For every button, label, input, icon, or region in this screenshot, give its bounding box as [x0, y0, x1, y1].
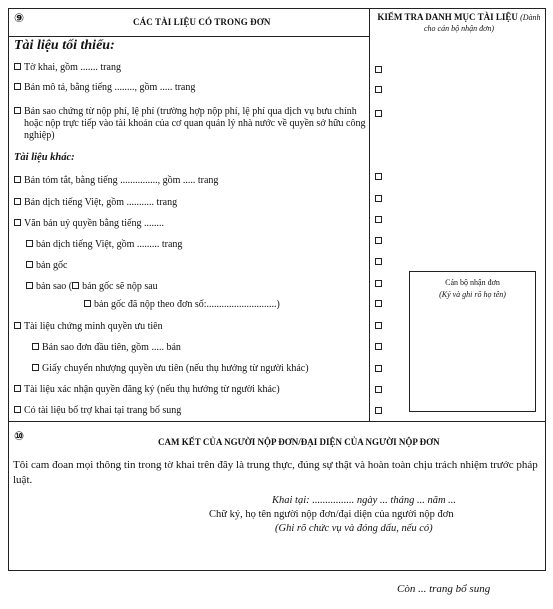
verify-checkbox[interactable] [375, 216, 382, 223]
list-item [14, 405, 181, 417]
list-item [14, 82, 195, 94]
item-label: bản gốc đã nộp theo đơn số:............................) [94, 299, 280, 310]
section-9-number: ⑨ [14, 11, 25, 25]
verify-checkbox[interactable] [375, 322, 382, 329]
verify-checkbox[interactable] [375, 407, 382, 414]
list-item [14, 321, 163, 333]
checkbox[interactable] [84, 300, 91, 307]
checkbox[interactable] [32, 364, 39, 371]
item-label: bản gốc sẽ nộp sau [82, 281, 158, 292]
commitment-statement: Tôi cam đoan mọi thông tin trong tờ khai trên đây là trung thực, đúng sự thật và hoàn toàn chịu trách nhiệm trước pháp luật. [13, 459, 538, 486]
checkbox[interactable] [26, 261, 33, 268]
checkbox[interactable] [14, 406, 21, 413]
verify-checkbox[interactable] [375, 86, 382, 93]
list-item [84, 299, 280, 311]
signature-note: (Ghi rõ chức vụ và đóng dấu, nếu có) [275, 523, 433, 534]
list-item [32, 363, 309, 375]
checkbox[interactable] [32, 343, 39, 350]
checkbox[interactable] [14, 198, 21, 205]
verify-checkbox[interactable] [375, 173, 382, 180]
list-item [14, 218, 164, 230]
verify-checkbox[interactable] [375, 195, 382, 202]
list-item [26, 260, 67, 272]
item-label: Tài liệu chứng minh quyền ưu tiên [24, 321, 163, 332]
item-label: Bản tóm tắt, bằng tiếng ..............., gồm ..... trang [24, 175, 219, 186]
item-label: Có tài liệu bổ trợ khai tại trang bổ sung [24, 405, 182, 416]
check-column-title: KIỂM TRA DANH MỤC TÀI LIỆU [377, 12, 518, 22]
checkbox[interactable] [26, 282, 33, 289]
item-label: Bản sao chứng từ nộp phí, lệ phí (trường hợp nộp phí, lệ phí qua dịch vụ bưu chính hoặc nộp trực tiếp vào tài khoản của cơ quan quản lý nhà nước về quyền sở hữu công nghiệp) [24, 106, 366, 141]
list-item [14, 175, 218, 187]
item-label: Bản sao đơn đầu tiên, gồm ..... bản [42, 342, 181, 353]
other-docs-heading: Tài liệu khác: [14, 152, 75, 163]
verify-checkbox[interactable] [375, 386, 382, 393]
section-10-title: CAM KẾT CỦA NGƯỜI NỘP ĐƠN/ĐẠI DIỆN CỦA NGƯỜI NỘP ĐƠN [158, 437, 440, 447]
list-item [26, 239, 182, 251]
header-divider [8, 36, 369, 37]
checkbox[interactable] [14, 385, 21, 392]
item-label: bản gốc [36, 260, 68, 271]
column-divider [369, 8, 370, 421]
checkbox[interactable] [14, 83, 21, 90]
list-item [14, 106, 370, 142]
checkbox[interactable] [14, 322, 21, 329]
item-label: bản sao ( [36, 281, 73, 292]
check-column-subtitle: (Dành cho cán bộ nhận đơn) [423, 13, 541, 33]
section-10-number: ⑩ [14, 429, 25, 443]
checkbox[interactable] [14, 176, 21, 183]
place-date-line: Khai tại: ................ ngày ... tháng ... năm ... [272, 495, 457, 506]
item-label: Bản dịch tiếng Việt, gồm ........... trang [24, 197, 178, 208]
list-item [14, 62, 121, 74]
supplement-pages-note: Còn ... trang bổ sung [397, 583, 491, 595]
section-divider [8, 421, 546, 422]
item-label: Bản mô tả, bằng tiếng ........, gồm ..... trang [24, 82, 196, 93]
checkbox[interactable] [26, 240, 33, 247]
receiver-title: Cán bộ nhận đơn [445, 278, 500, 287]
item-label: Văn bản uỷ quyền bằng tiếng ........ [24, 218, 164, 229]
checkbox[interactable] [14, 63, 21, 70]
checkbox[interactable] [72, 282, 79, 289]
list-item [14, 197, 177, 209]
list-item [26, 281, 158, 293]
receiver-signature-box [409, 271, 536, 412]
verify-checkbox[interactable] [375, 365, 382, 372]
list-item [32, 342, 181, 354]
min-docs-heading: Tài liệu tối thiểu: [14, 38, 115, 53]
item-label: Giấy chuyển nhượng quyền ưu tiên (nếu thụ hưởng từ người khác) [42, 363, 309, 374]
list-item [14, 384, 280, 396]
verify-checkbox[interactable] [375, 343, 382, 350]
verify-checkbox[interactable] [375, 258, 382, 265]
item-label: bản dịch tiếng Việt, gồm ......... trang [36, 239, 183, 250]
check-column-header [376, 12, 542, 34]
signature-line: Chữ ký, họ tên người nộp đơn/đại diện của người nộp đơn [209, 509, 454, 520]
receiver-note: (Ký và ghi rõ họ tên) [439, 290, 506, 299]
verify-checkbox[interactable] [375, 300, 382, 307]
verify-checkbox[interactable] [375, 66, 382, 73]
checkbox[interactable] [14, 219, 21, 226]
checkbox[interactable] [14, 107, 21, 114]
item-label: Tài liệu xác nhận quyền đăng ký (nếu thụ hưởng từ người khác) [24, 384, 280, 395]
verify-checkbox[interactable] [375, 237, 382, 244]
verify-checkbox[interactable] [375, 110, 382, 117]
verify-checkbox[interactable] [375, 280, 382, 287]
item-label: Tờ khai, gồm ....... trang [24, 62, 121, 73]
section-9-title: CÁC TÀI LIỆU CÓ TRONG ĐƠN [133, 17, 271, 27]
